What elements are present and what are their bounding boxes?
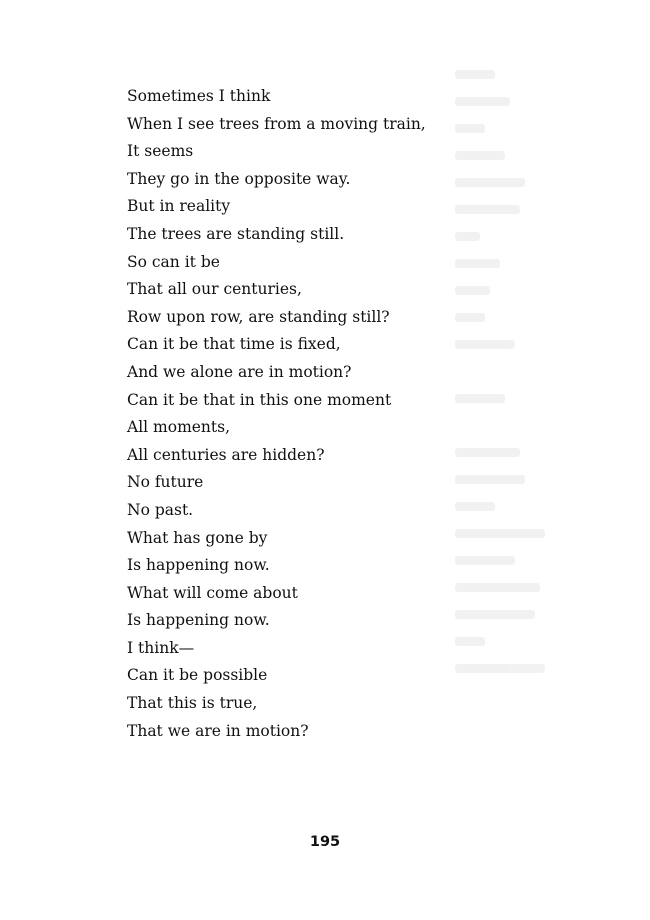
- poem-line: Row upon row, are standing still?: [127, 307, 390, 326]
- poem-line: That this is true,: [127, 694, 258, 713]
- poem-line: No past.: [127, 500, 194, 519]
- poem-line: No future: [127, 473, 204, 492]
- poem-stanza: [127, 83, 426, 745]
- poem-line: It seems: [127, 142, 194, 161]
- poem-line: Sometimes I think: [127, 87, 271, 105]
- poem-line: What has gone by: [127, 528, 268, 547]
- poem-line: All centuries are hidden?: [127, 445, 325, 464]
- poem-line: Is happening now.: [127, 556, 270, 575]
- poem-line: And we alone are in motion?: [127, 362, 352, 381]
- poem-line: Can it be that time is fixed,: [127, 335, 341, 354]
- poem-line: So can it be: [127, 252, 220, 271]
- poem-line: Is happening now.: [127, 611, 270, 630]
- poem-line: I think—: [127, 638, 195, 657]
- poem-line: What will come about: [127, 583, 298, 602]
- poem-line: All moments,: [127, 418, 231, 437]
- poem-line: When I see trees from a moving train,: [127, 114, 426, 133]
- poem-line: They go in the opposite way.: [127, 169, 351, 188]
- poem-line: But in reality: [127, 197, 231, 216]
- poem-line: Can it be possible: [127, 666, 268, 685]
- show-through-text: [455, 70, 575, 810]
- poem-line: That we are in motion?: [127, 721, 309, 740]
- poem-line: That all our centuries,: [127, 280, 302, 299]
- poem-line: Can it be that in this one moment: [127, 390, 392, 409]
- page-number: 195: [309, 834, 341, 850]
- poem-line: The trees are standing still.: [127, 224, 345, 243]
